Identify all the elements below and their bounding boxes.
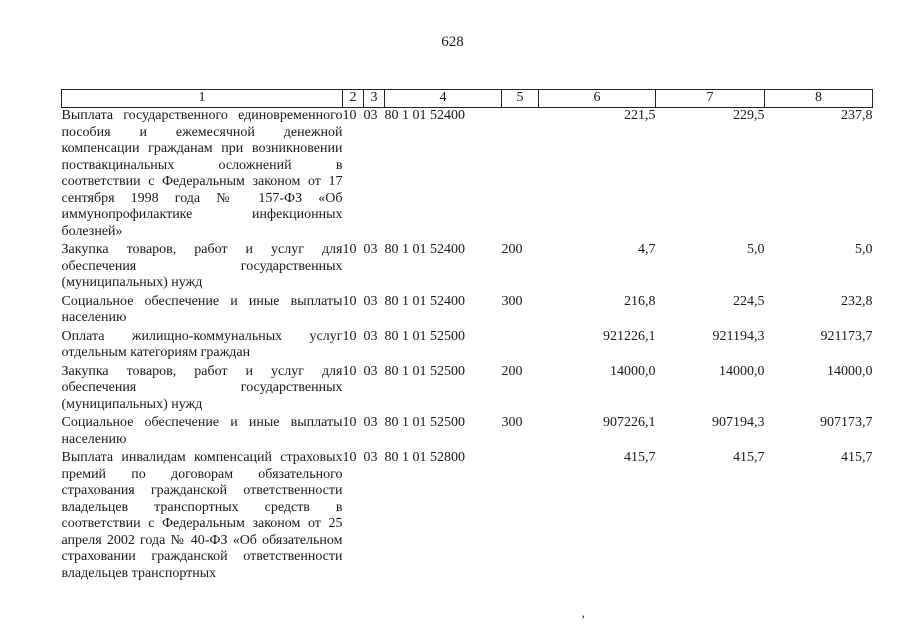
row-name: Выплата инвалидам компенсаций страховых премий по договорам обязательного страхования гражданской ответственности владельцев транспортных средств в соответствии с Федеральным законом от 25 апреля 2002 года № 40-ФЗ «Об обязательном страховании гражданской ответственности владельцев транспортных: [61, 450, 343, 581]
row-subsection: 03: [363, 293, 378, 309]
row-value-7: 224,5: [733, 293, 765, 309]
row-expense-type: 300: [501, 415, 523, 430]
row-section: 10: [342, 363, 357, 379]
row-value-8: 415,7: [841, 450, 873, 465]
row-name: Закупка товаров, работ и услуг для обеспечения государственных (муниципальных) нужд: [61, 242, 343, 290]
row-subsection: 03: [363, 242, 378, 257]
row-section: 10: [342, 450, 357, 465]
row-target-code: 80 1 01 52500: [384, 415, 465, 430]
row-name: Оплата жилищно-коммунальных услуг отдельным категориям граждан: [61, 328, 343, 360]
row-target-code: 80 1 01 52800: [384, 450, 465, 465]
page-number: 628: [441, 34, 464, 50]
table-row: [62, 240, 873, 292]
row-subsection: 03: [363, 415, 378, 430]
row-value-7: 921194,3: [712, 328, 765, 344]
row-subsection: 03: [363, 108, 378, 123]
row-subsection: 03: [363, 363, 378, 379]
row-target-code: 80 1 01 52400: [384, 242, 465, 257]
row-expense-type: [502, 108, 539, 241]
row-expense-type: [502, 327, 539, 362]
table-row: [62, 108, 873, 241]
row-value-8: 907173,7: [820, 415, 873, 430]
row-expense-type: 200: [501, 242, 523, 257]
row-value-6: 216,8: [624, 293, 656, 309]
row-subsection: 03: [363, 328, 378, 344]
row-value-7: 907194,3: [712, 415, 765, 430]
header-col-4: 4: [385, 90, 502, 108]
table-row: [62, 292, 873, 327]
table-row: [62, 362, 873, 414]
row-section: 10: [342, 328, 357, 344]
header-col-1: 1: [62, 90, 343, 108]
row-target-code: 80 1 01 52400: [384, 108, 465, 123]
header-col-5: 5: [502, 90, 539, 108]
header-col-2: 2: [343, 90, 364, 108]
row-value-6: 921226,1: [603, 328, 656, 344]
table-row: [62, 413, 873, 448]
row-value-7: 415,7: [733, 450, 765, 465]
row-value-7: 5,0: [747, 242, 765, 257]
row-section: 10: [342, 415, 357, 430]
header-col-3: 3: [364, 90, 385, 108]
row-value-6: 415,7: [624, 450, 656, 465]
row-value-6: 4,7: [638, 242, 656, 257]
budget-table: [61, 89, 873, 582]
row-value-8: 14000,0: [827, 363, 873, 379]
row-section: 10: [342, 293, 357, 309]
row-expense-type: 200: [501, 363, 523, 379]
row-value-6: 14000,0: [610, 363, 656, 379]
row-expense-type: [502, 448, 539, 582]
row-section: 10: [342, 108, 357, 123]
footer-mark: ’: [581, 612, 586, 627]
row-value-8: 921173,7: [820, 328, 873, 344]
header-col-6: 6: [539, 90, 656, 108]
row-section: 10: [342, 242, 357, 257]
row-name: Закупка товаров, работ и услуг для обеспечения государственных (муниципальных) нужд: [61, 363, 343, 412]
row-value-7: 229,5: [733, 108, 765, 123]
header-col-8: 8: [765, 90, 873, 108]
row-value-8: 232,8: [841, 293, 873, 309]
header-row: [62, 90, 873, 108]
row-target-code: 80 1 01 52500: [384, 363, 465, 379]
row-name: Социальное обеспечение и иные выплаты населению: [61, 293, 343, 325]
row-value-8: 237,8: [841, 108, 873, 123]
row-value-8: 5,0: [855, 242, 873, 257]
row-value-6: 907226,1: [603, 415, 656, 430]
row-value-7: 14000,0: [719, 363, 765, 379]
row-value-6: 221,5: [624, 108, 656, 123]
table-row: [62, 448, 873, 582]
header-col-7: 7: [656, 90, 765, 108]
row-target-code: 80 1 01 52400: [384, 293, 465, 309]
row-name: Социальное обеспечение и иные выплаты населению: [61, 415, 343, 447]
table-row: [62, 327, 873, 362]
row-target-code: 80 1 01 52500: [384, 328, 465, 344]
row-expense-type: 300: [501, 293, 523, 309]
row-subsection: 03: [363, 450, 378, 465]
row-name: Выплата государственного единовременного пособия и ежемесячной денежной компенсации гражданам при возникновении поствакцинальных осложнений в соответствии с Федеральным законом от 17 сентября 1998 года № 157-ФЗ «Об иммунопрофилактике инфекционных болезней»: [61, 108, 343, 239]
